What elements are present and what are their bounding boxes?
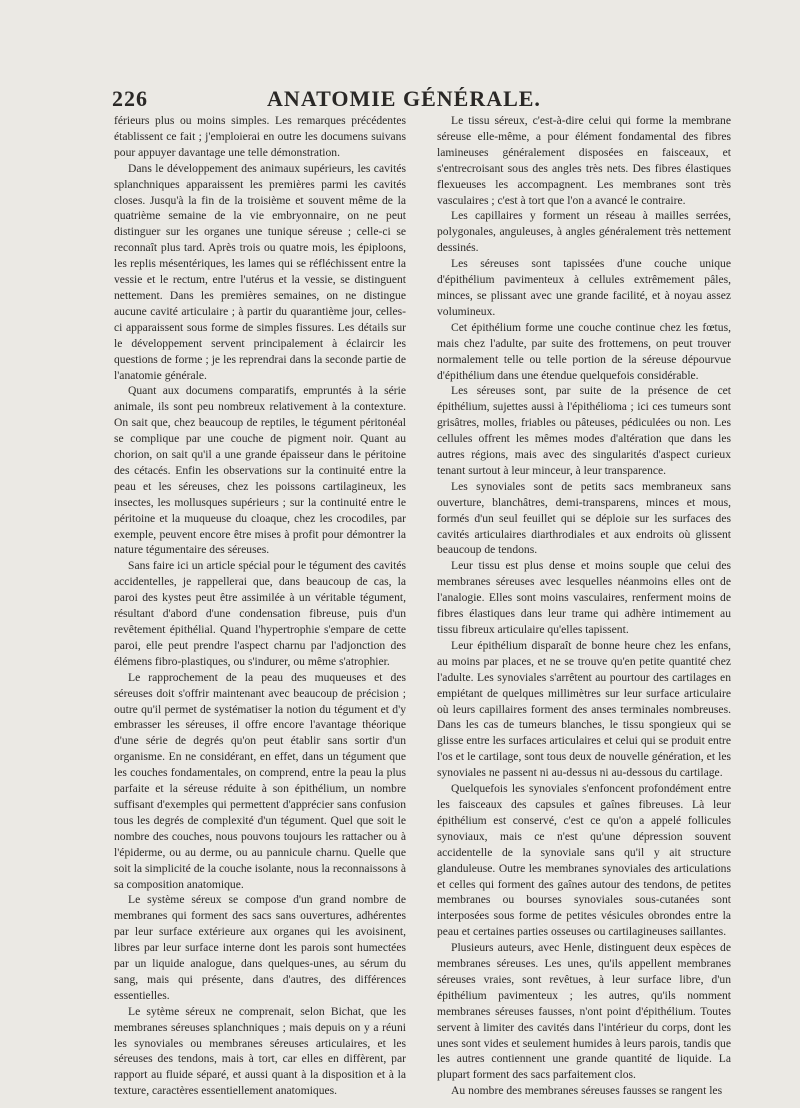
- paragraph: Plusieurs auteurs, avec Henle, distinguent deux espèces de membranes séreuses. Les unes, qu'ils appellent membranes séreuses vraies, sont revêtues, à leur surface libre, d'un épithélium pavimenteux ; les autres, qu'ils nomment membranes séreuses fausses, n'ont point d'épithélium. Toutes servent à limiter des cavités dans l'intérieur du corps, dont les unes sont vides et seulement humides à leurs parois, tandis que les autres contiennent une grande quantité de liquide. La plupart forment des sacs parfaitement clos.: [437, 941, 731, 1082]
- paragraph: Le tissu séreux, c'est-à-dire celui qui forme la membrane séreuse elle-même, a pour élément fondamental des fibres lamineuses généralement disposées en faisceaux, et s'entrecroisant sous des angles très nets. Des fibres élastiques flexueuses les accompagnent. Les membranes sont très vasculaires ; c'est à tort que l'on a avancé le contraire.: [437, 114, 731, 207]
- left-text-column: [114, 113, 406, 1099]
- page-number: 226: [112, 86, 148, 111]
- paragraph: Les capillaires y forment un réseau à mailles serrées, polygonales, anguleuses, à angles généralement très nettement dessinés.: [437, 209, 731, 255]
- paragraph: Le sytème séreux ne comprenait, selon Bichat, que les membranes séreuses splanchniques ; mais depuis on y a réuni les synoviales ou membranes séreuses articulaires, et les séreuses des tendons, mais à tort, car elles en diffèrent, par rapport au fluide séparé, et aussi quant à la disposition et à la texture, caractères essentiellement anatomiques.: [114, 1004, 406, 1098]
- right-text-column: [437, 113, 731, 1099]
- paragraph: Au nombre des membranes séreuses fausses se rangent les: [451, 1084, 723, 1098]
- paragraph: Quelquefois les synoviales s'enfoncent profondément entre les faisceaux des capsules et gaînes fibreuses. Là leur épithélium est conservé, c'est ce qu'on a appelé follicules synoviaux, mais ce n'est qu'une dépression souvent accidentelle de la synoviale sans qu'il y ait structure glanduleuse. Outre les membranes synoviales des articulations et celles qui forment des gaînes autour des tendons, de petites membranes ou bourses synoviales sous-cutanées sont interposées sous forme de petites vésicules obrondes entre la peau et certaines parties osseuses ou cartilagineuses saillantes.: [437, 782, 731, 939]
- paragraph: Leur épithélium disparaît de bonne heure chez les enfans, au moins par places, et ne se trouve qu'en petite quantité chez l'adulte. Les synoviales s'arrêtent au pourtour des cartilages en empiétant de quelques millimètres sur leur surface articulaire où leurs capillaires forment des anses terminales nombreuses. Dans les cas de tumeurs blanches, le tissu spongieux qui se glisse entre les surfaces articulaires et celui qui se produit entre l'os et le cartilage, sont tous deux de nouvelle génération, et les synoviales ne passent ni au-dessus ni au-dessous du cartilage.: [437, 638, 731, 780]
- paragraph: férieurs plus ou moins simples. Les remarques précédentes établissent ce fait ; j'emploierai en outre les documens suivans pour appuyer davantage une telle démonstration.: [114, 114, 406, 159]
- paragraph: Les séreuses sont, par suite de la présence de cet épithélium, sujettes aussi à l'épithélioma ; ici ces tumeurs sont grisâtres, molles, friables ou pâteuses, pédiculées ou non. Les cellules offrent les mêmes modes d'altération que dans les autres régions, mais avec des singularités d'aspect curieux tenant surtout à leur minceur, à leur transparence.: [437, 384, 731, 477]
- paragraph: Cet épithélium forme une couche continue chez les fœtus, mais chez l'adulte, par suite des frottemens, on peut trouver normalement telle ou telle portion de la séreuse dépourvue d'épithélium dans une étendue quelquefois considérable.: [437, 320, 731, 382]
- paragraph: Leur tissu est plus dense et moins souple que celui des membranes séreuses avec lesquelles néanmoins elles ont de l'analogie. Elles sont moins vasculaires, renferment moins de fibres élastiques dans leur trame qui adhère intimement au tissu fibreux articulaire qu'elles tapissent.: [437, 559, 731, 636]
- page-header: [112, 86, 696, 112]
- running-title: ANATOMIE GÉNÉRALE.: [267, 86, 541, 111]
- paragraph: Le rapprochement de la peau des muqueuses et des séreuses doit s'offrir maintenant avec beaucoup de précision ; outre qu'il permet de systématiser la notion du tégument et d'y embrasser les séreuses, il offre encore l'avantage théorique d'une série de degrés qu'on peut établir sans sortir d'un organisme. En ne considérant, en effet, dans un tégument que les couches fondamentales, on comprend, entre la peau la plus parfaite et la séreuse réduite à son épithélium, un nombre suffisant d'exemples qui permettent d'apprécier sans confusion tous les degrés de complexité d'un tégument. Quel que soit le nombre des couches, nous pouvons toujours les rattacher ou à l'épiderme, ou au derme, ou au pannicule charnu. Quelle que soit la simplicité de la couche isolante, nous la reconnaissons à sa composition anatomique.: [114, 670, 406, 891]
- paragraph: Les synoviales sont de petits sacs membraneux sans ouverture, blanchâtres, demi-transparens, minces et mous, formés d'un seul feuillet qui se déploie sur les surfaces des cavités articulaires diarthrodiales et aux endroits où glissent beaucoup de tendons.: [437, 479, 731, 557]
- paragraph: Quant aux documens comparatifs, empruntés à la série animale, ils sont peu nombreux relativement à la contexture. On sait que, chez beaucoup de reptiles, le tégument péritonéal se complique par une couche de pigment noir. Quant au chorion, on sait qu'il a une grande épaisseur dans le péritoine des cétacés. Enfin les observations sur la continuité entre la peau et les séreuses, chez les poissons cartilagineux, les insectes, les mollusques supérieurs ; sur la continuité entre le péritoine et la muqueuse du cloaque, chez les crocodiles, par exemple, peuvent encore être mises à profit pour démontrer la nature tégumentaire des séreuses.: [114, 384, 406, 557]
- paragraph: Sans faire ici un article spécial pour le tégument des cavités accidentelles, je rappellerai que, dans beaucoup de cas, la paroi des kystes peut être assimilée à un véritable tégument, résultant d'abord d'une condensation fibreuse, puis d'un revêtement épithélial. Quand l'hypertrophie s'empare de cette paroi, elle peut prendre l'aspect charnu par l'adjonction des élémens fibro-plastiques, ou s'indurer, ou même s'atrophier.: [114, 559, 406, 668]
- paragraph: Dans le développement des animaux supérieurs, les cavités splanchniques apparaissent les premières parmi les cavités closes. Jusqu'à la fin de la troisième et souvent même de la quatrième semaine de la vie embryonnaire, on ne peut distinguer sur les organes une tunique séreuse ; celle-ci se reconnaît plus tard. Après trois ou quatre mois, les épiploons, les replis mésentériques, les lames qui se réfléchissent entre la vessie et le rectum, entre l'utérus et la vessie, se distinguent nettement. Dans les premières semaines, on ne distingue aucune cavité articulaire ; à partir du quarantième jour, celles-ci apparaissent sous forme de simples fissures. Les détails sur le développement servent principalement à éclaircir les questions de forme ; je les reprendrai dans la seconde partie de l'anatomie générale.: [114, 161, 406, 382]
- paragraph: Le système séreux se compose d'un grand nombre de membranes qui forment des sacs sans ouvertures, adhérentes par leur surface extérieure aux organes qui les avoisinent, libres par leur surface interne dont les parois sont humectées par un liquide analogue, dans quelques-unes, au sérum du sang, mais qui présente, dans d'autres, des différences essentielles.: [114, 893, 406, 1002]
- paragraph: Les séreuses sont tapissées d'une couche unique d'épithélium pavimenteux à cellules extrêmement pâles, minces, se plissant avec une grande facilité, et à noyau assez volumineux.: [437, 257, 731, 318]
